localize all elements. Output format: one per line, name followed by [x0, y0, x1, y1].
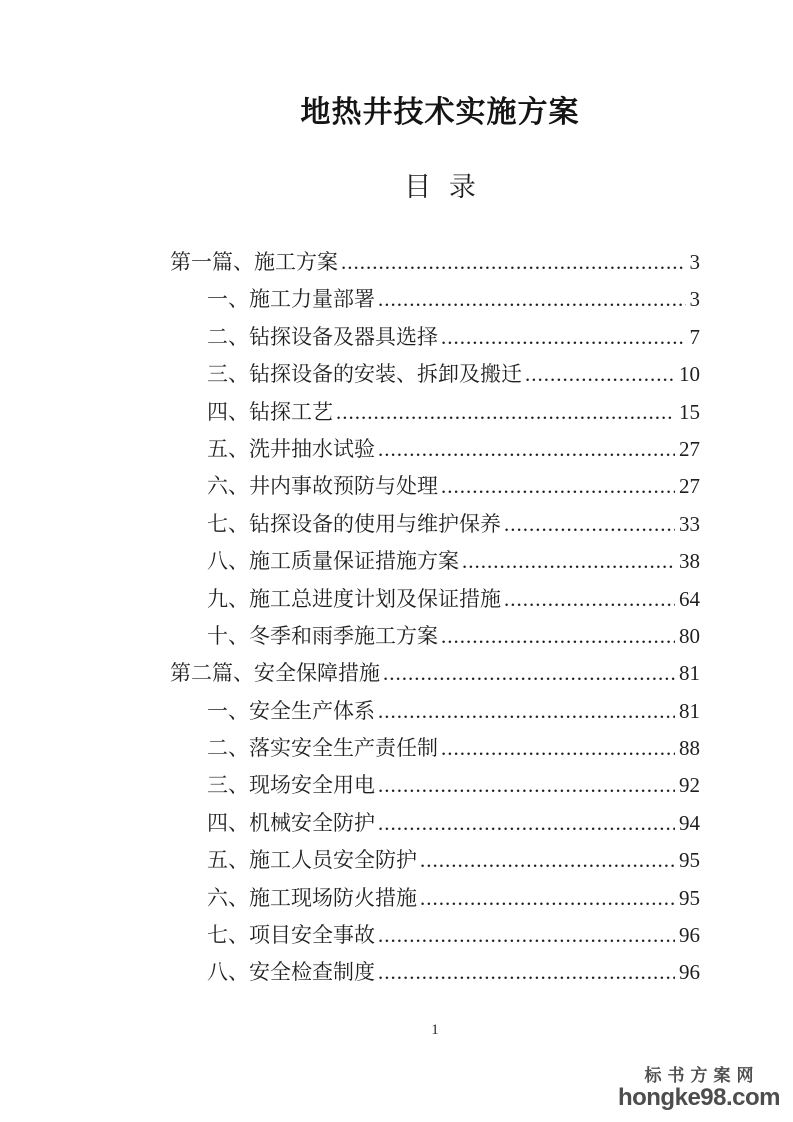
toc-leader-dots: [378, 693, 675, 730]
toc-leader-dots: [441, 618, 675, 655]
toc-entry: [170, 880, 700, 917]
toc-entry-label: 一、施工力量部署: [207, 287, 375, 312]
toc-entry-label: 五、施工人员安全防护: [207, 848, 417, 873]
toc-leader-dots: [378, 917, 675, 954]
toc-entry-page: 88: [679, 736, 700, 761]
toc-leader-dots: [341, 244, 686, 281]
toc-entry-label: 四、钻探工艺: [207, 399, 333, 424]
toc-entry: [170, 842, 700, 879]
toc-entry: [170, 319, 700, 356]
toc-entry-page: 95: [679, 848, 700, 873]
toc-entry-label: 第一篇、施工方案: [170, 250, 338, 274]
toc-entry-label: 二、落实安全生产责任制: [207, 736, 438, 761]
toc-entry-label: 六、井内事故预防与处理: [207, 474, 438, 499]
toc-entry-page: 33: [679, 511, 700, 536]
toc-entry: [170, 730, 700, 767]
toc-entry-label: 五、洗井抽水试验: [207, 436, 375, 461]
toc-leader-dots: [383, 655, 675, 692]
toc-leader-dots: [378, 805, 675, 842]
toc-entry: [170, 394, 700, 431]
toc-entry-label: 三、现场安全用电: [207, 773, 375, 798]
toc-entry: [170, 543, 700, 580]
toc-leader-dots: [504, 581, 675, 618]
toc-leader-dots: [378, 431, 675, 468]
toc-entry-page: 27: [679, 436, 700, 461]
toc-entry: [170, 244, 700, 281]
toc-leader-dots: [336, 394, 675, 431]
toc-entry: [170, 506, 700, 543]
toc-entry-page: 38: [679, 549, 700, 574]
toc-entry-page: 7: [689, 324, 700, 349]
toc-entry-label: 八、施工质量保证措施方案: [207, 549, 459, 574]
toc-entry: [170, 917, 700, 954]
toc-entry-page: 80: [679, 623, 700, 648]
toc-entry-page: 3: [689, 250, 700, 274]
toc-entry-label: 三、钻探设备的安装、拆卸及搬迁: [207, 362, 522, 387]
toc-leader-dots: [504, 506, 675, 543]
toc-leader-dots: [378, 767, 675, 804]
toc-entry-label: 十、冬季和雨季施工方案: [207, 623, 438, 648]
toc-entry-page: 96: [679, 960, 700, 985]
toc-entry-page: 81: [679, 661, 700, 686]
footer-page-number: 1: [431, 1022, 439, 1038]
toc-entry: [170, 655, 700, 692]
toc-entry: [170, 618, 700, 655]
toc-leader-dots: [525, 356, 675, 393]
toc-entry-page: 15: [679, 399, 700, 424]
toc-entry-page: 3: [689, 287, 700, 312]
toc-entry: [170, 356, 700, 393]
toc-entry-label: 四、机械安全防护: [207, 810, 375, 835]
toc-entry-label: 六、施工现场防火措施: [207, 885, 417, 910]
toc-entry: [170, 954, 700, 991]
toc-entry: [170, 431, 700, 468]
toc-entry: [170, 693, 700, 730]
toc-entry-label: 八、安全检查制度: [207, 960, 375, 985]
toc-leader-dots: [420, 842, 675, 879]
toc-entry-page: 94: [679, 810, 700, 835]
toc-entry: [170, 767, 700, 804]
watermark-site-url: hongke98.com: [617, 1084, 780, 1111]
toc-leader-dots: [441, 730, 675, 767]
toc-entry: [170, 805, 700, 842]
toc-entry: [170, 581, 700, 618]
toc-entry-label: 第二篇、安全保障措施: [170, 661, 380, 686]
toc-entry-page: 81: [679, 698, 700, 723]
toc-entry-page: 95: [679, 885, 700, 910]
toc-leader-dots: [420, 880, 675, 917]
toc-entry-label: 一、安全生产体系: [207, 698, 375, 723]
toc-entry: [170, 468, 700, 505]
toc-leader-dots: [462, 543, 675, 580]
toc-leader-dots: [378, 954, 675, 991]
toc-heading: 目 录: [404, 172, 476, 202]
toc-leader-dots: [378, 281, 686, 318]
toc-entry-page: 64: [679, 586, 700, 611]
watermark-site-name: 标书方案网: [644, 1066, 760, 1085]
toc-entry-page: 10: [679, 362, 700, 387]
toc-leader-dots: [441, 468, 675, 505]
toc-list: [170, 244, 700, 992]
toc-entry-label: 七、项目安全事故: [207, 923, 375, 948]
toc-entry-page: 96: [679, 923, 700, 948]
document-title: 地热井技术实施方案: [300, 96, 580, 129]
toc-leader-dots: [441, 319, 686, 356]
watermark: [618, 1066, 780, 1110]
toc-entry-label: 二、钻探设备及器具选择: [207, 324, 438, 349]
toc-entry-page: 92: [679, 773, 700, 798]
toc-entry-label: 九、施工总进度计划及保证措施: [207, 586, 501, 611]
toc-entry: [170, 281, 700, 318]
toc-entry-label: 七、钻探设备的使用与维护保养: [207, 511, 501, 536]
toc-entry-page: 27: [679, 474, 700, 499]
